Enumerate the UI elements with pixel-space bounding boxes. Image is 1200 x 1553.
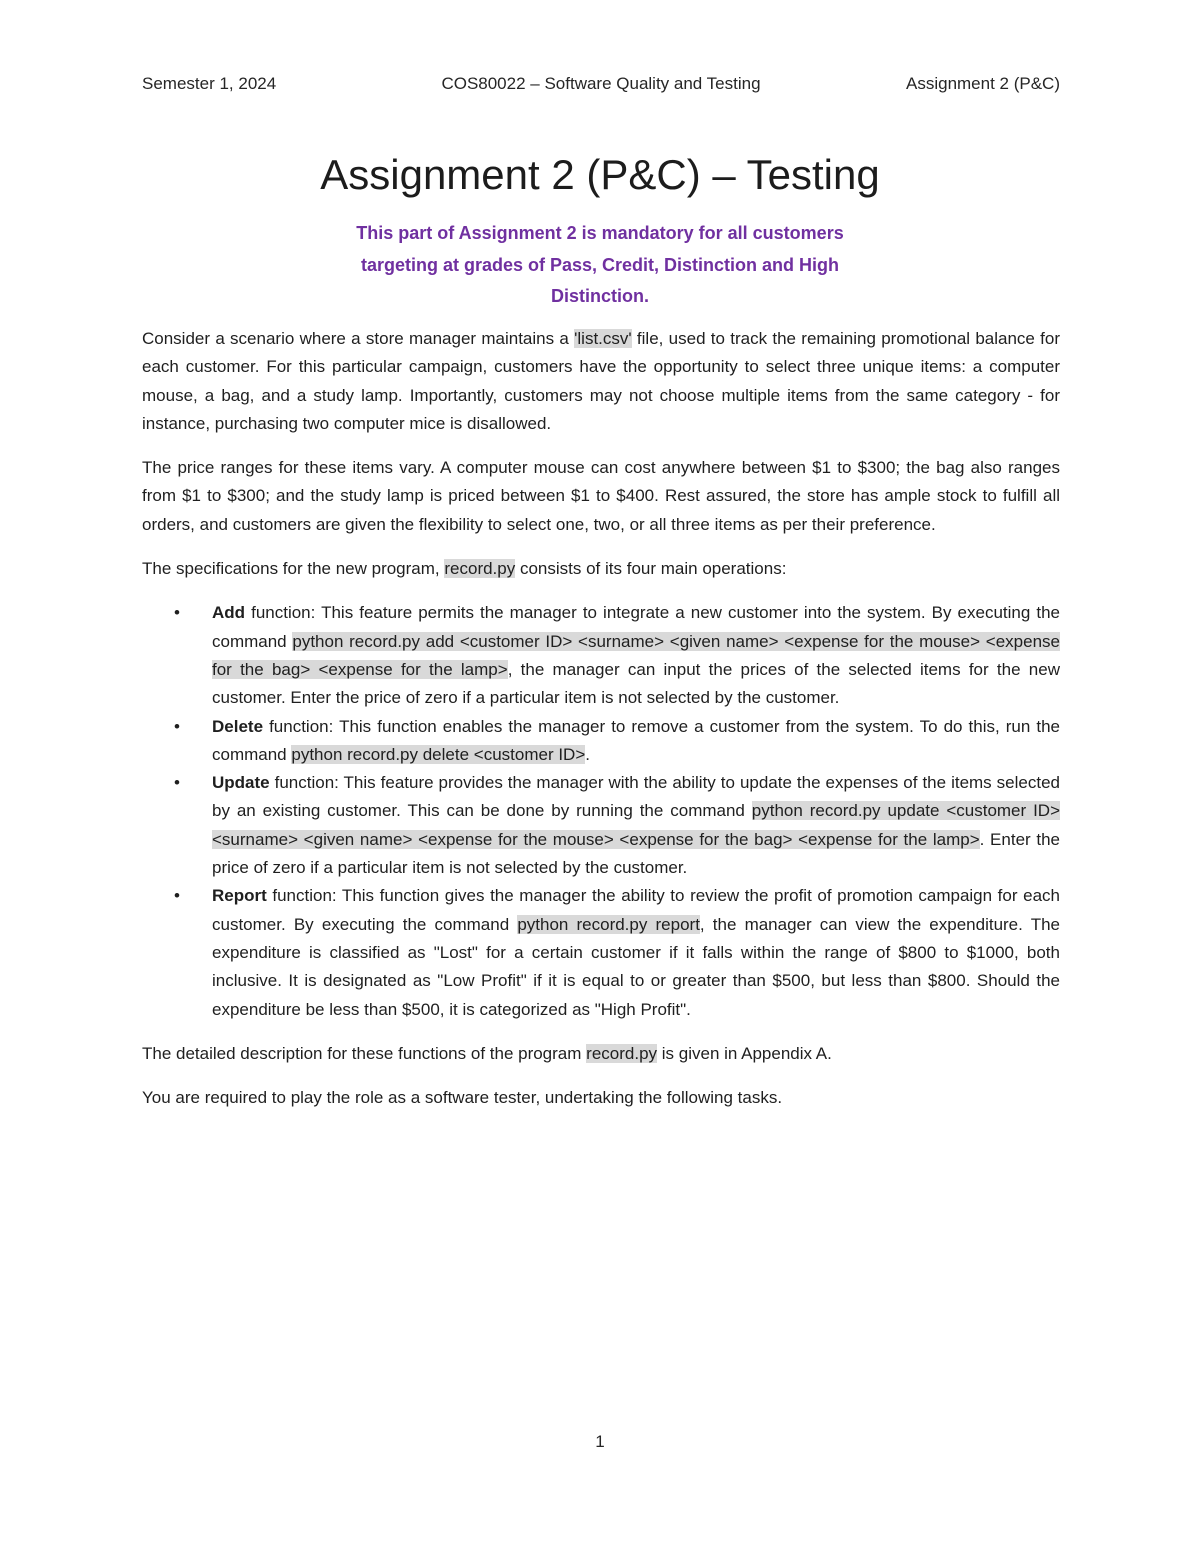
list-item-add (174, 599, 1060, 712)
command-highlight: python record.py update <customer ID> <surname> <given name> <expense for the mouse> <expense for the bag> <expense for the lamp> (212, 801, 1060, 849)
text-run: function: This feature permits the manager to integrate a new customer into the system. By executing the command (212, 603, 1060, 651)
text-run: . Enter the price of zero if a particular item is not selected by the customer. (212, 829, 1060, 878)
text-run: function: This function gives the manager the ability to review the profit of promotion campaign for each customer. By executing the command (212, 886, 1060, 934)
mandatory-notice (300, 218, 900, 313)
list-item-report (174, 882, 1060, 1023)
text-run: . (585, 744, 590, 764)
text-run: The detailed description for these functions of the program (142, 1043, 587, 1063)
text-run: , the manager can input the prices of the selected items for the new customer. Enter the price of zero if a particular item is not selected by the customer. (212, 659, 1060, 708)
operations-list (142, 599, 1060, 1023)
page-number: 1 (595, 1432, 605, 1451)
page-header (142, 74, 1060, 98)
operation-name: Report (212, 886, 267, 906)
text-run: , the manager can view the expenditure. The expenditure is classified as "Lost" for a certain customer if it falls within the range of $800 to $1000, both inclusive. It is designated as "Low Profit" if it is equal to or greater than $500, but less than $800. Should the expenditure be less than $500, it is categorized as "High Profit". (212, 914, 1060, 1019)
text-run: The specifications for the new program, (142, 559, 445, 579)
operation-name: Add (212, 603, 246, 623)
file-name-highlight: 'list.csv' (574, 329, 632, 348)
specification-intro-paragraph (142, 555, 1060, 583)
text-run: Consider a scenario where a store manager maintains a (142, 329, 575, 348)
notice-line: targeting at grades of Pass, Credit, Distinction and High (360, 254, 840, 275)
scenario-paragraph (142, 325, 1060, 438)
appendix-reference-paragraph (142, 1040, 1060, 1068)
bullet-icon: • (174, 886, 180, 906)
list-item-delete (174, 713, 1060, 770)
text-run: is given in Appendix A. (657, 1043, 832, 1063)
operation-name: Delete (212, 716, 264, 736)
text-run: function: This feature provides the manager with the ability to update the expenses of the items selected by an existing customer. This can be done by running the command (212, 773, 1060, 821)
price-range-paragraph: The price ranges for these items vary. A computer mouse can cost anywhere between $1 to $300; the bag also ranges from $1 to $300; and the study lamp is priced between $1 to $400. Rest assured, the store has ample stock to fulfill all orders, and customers are given the flexibility to select one, two, or all three items as per their preference. (142, 458, 1060, 534)
text-run: function: This function enables the manager to remove a customer from the system. To do this, run the command (212, 716, 1060, 764)
command-highlight: python record.py delete <customer ID> (291, 744, 586, 764)
text-run: consists of its four main operations: (515, 559, 787, 579)
document-body (142, 325, 1060, 1128)
command-highlight: python record.py report (517, 914, 700, 934)
program-name-highlight: record.py (444, 559, 516, 579)
document-title: Assignment 2 (P&C) – Testing (320, 151, 880, 198)
header-semester: Semester 1, 2024 (142, 74, 277, 93)
notice-line: Distinction. (551, 286, 649, 306)
text-run: file, used to track the remaining promotional balance for each customer. For this particular campaign, customers have the opportunity to select three unique items: a computer mouse, a bag, and a study lamp. Importantly, customers may not choose multiple items from the same category - for instance, purchasing two computer mice is disallowed. (142, 329, 1061, 433)
operation-name: Update (212, 773, 270, 793)
notice-line: This part of Assignment 2 is mandatory for all customers (356, 223, 844, 243)
program-name-highlight: record.py (586, 1043, 658, 1063)
bullet-icon: • (174, 716, 180, 736)
bullet-icon: • (174, 603, 180, 623)
bullet-icon: • (174, 773, 180, 793)
command-highlight: python record.py add <customer ID> <surname> <given name> <expense for the mouse> <expense for the bag> <expense for the lamp> (212, 631, 1060, 679)
task-intro-paragraph: You are required to play the role as a software tester, undertaking the following tasks. (142, 1088, 783, 1108)
header-assignment: Assignment 2 (P&C) (906, 74, 1060, 93)
header-course: COS80022 – Software Quality and Testing (441, 74, 761, 93)
list-item-update (174, 769, 1060, 882)
